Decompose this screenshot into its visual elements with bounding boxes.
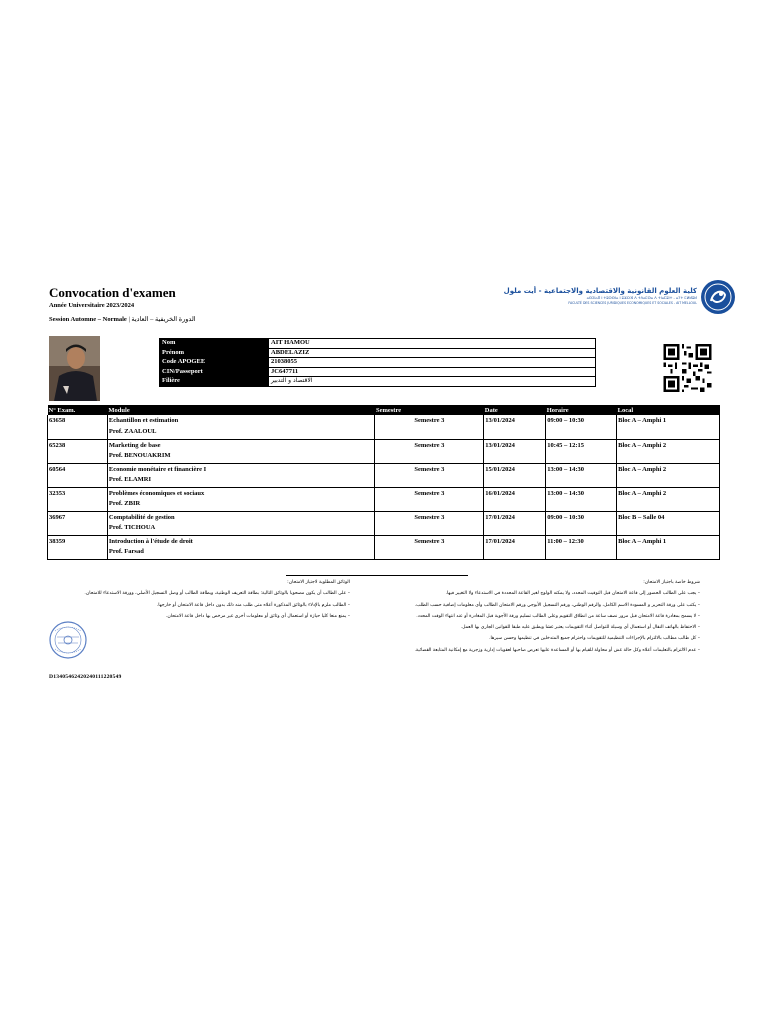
- exam-module: [107, 535, 375, 559]
- exam-horaire: 10:45 – 12:15: [546, 439, 617, 463]
- exam-horaire: 09:00 – 10:30: [546, 511, 617, 535]
- exam-local: Bloc B – Salle 04: [617, 511, 720, 535]
- exam-horaire: 11:00 – 12:30: [546, 535, 617, 559]
- qr-code-icon: [662, 344, 713, 392]
- exam-module: [107, 511, 375, 535]
- module-prof: Prof. TICHOUA: [108, 524, 156, 531]
- exam-num: 38359: [48, 535, 108, 559]
- notes-line: الوثائق المطلوبة لاجتياز الامتحان:: [287, 580, 350, 585]
- module-prof: Prof. Farsad: [108, 548, 144, 555]
- exam-date: 17/01/2024: [484, 511, 546, 535]
- col-header-module: Module: [107, 405, 375, 415]
- exam-date: 16/01/2024: [484, 487, 546, 511]
- info-value: الاقتصاد و التدبير: [269, 377, 596, 387]
- faculty-name-arabic: كلية العلوم القانونية والاقتصادية والاجتماعية - أيت ملول: [503, 287, 697, 295]
- exam-semestre: Semestre 3: [375, 415, 484, 439]
- session-separator: |: [128, 316, 130, 323]
- exam-date: 17/01/2024: [484, 535, 546, 559]
- document-code: D13405462420240111220549: [49, 674, 122, 680]
- info-label: Nom: [160, 339, 269, 349]
- separator-line: [286, 575, 468, 576]
- exam-local: Bloc A – Amphi 2: [617, 487, 720, 511]
- notes-line: – الطالب ملزم بالإدلاء بالوثائق المذكورة أعلاه متى طلب منه ذلك بدون داخل قاعة الامتحان أو خارجها.: [156, 602, 350, 608]
- student-photo: [49, 336, 100, 401]
- student-info-table: [159, 338, 596, 387]
- info-label: Prénom: [160, 348, 269, 358]
- exam-semestre: Semestre 3: [375, 439, 484, 463]
- exam-semestre: Semestre 3: [375, 487, 484, 511]
- notes-line: – كل طالب مطالب بالالتزام بالإجراءات التنظيمية للتقويمات واحترام جميع المتدخلين في تنظيمها وحسن سيرها.: [489, 636, 700, 642]
- module-prof: Prof. ELAMRI: [108, 476, 152, 483]
- module-name: Comptabilité de gestion: [108, 513, 175, 521]
- required-documents-notes: [84, 577, 350, 622]
- info-row-nom: [160, 339, 596, 349]
- exam-num: 32353: [48, 487, 108, 511]
- table-row: [48, 439, 720, 463]
- table-row: [48, 487, 720, 511]
- exam-local: Bloc A – Amphi 1: [617, 535, 720, 559]
- faculty-name-french: FACULTÉ DES SCIENCES JURIDIQUES ECONOMIQUES ET SOCIALES - AIT MELLOUL: [568, 301, 697, 305]
- exam-module: [107, 463, 375, 487]
- faculty-logo-text: [503, 287, 697, 305]
- table-row: [48, 535, 720, 559]
- exam-schedule-table: [47, 405, 720, 560]
- exam-horaire: 13:00 – 14:30: [546, 487, 617, 511]
- exam-horaire: 09:00 – 10:30: [546, 415, 617, 439]
- info-value: 21038055: [269, 358, 596, 368]
- info-row-cin: [160, 367, 596, 377]
- session-arabic: الدورة الخريفية – العادية: [131, 316, 196, 323]
- faculty-logo-icon: [700, 279, 736, 315]
- module-name: Economie monétaire et financière I: [108, 465, 207, 473]
- col-header-date: Date: [484, 405, 546, 415]
- notes-line: – لا يسمح بمغادرة قاعة الامتحان قبل مرور نصف ساعة من انطلاق التقويم وعلى الطالب تسليم ورقة الأجوبة قبل المغادرة أو عند انتهاء الوقت المحدد.: [416, 613, 700, 619]
- table-row: [48, 463, 720, 487]
- exam-num: 65238: [48, 439, 108, 463]
- notes-line: – عدم الالتزام بالتعليمات أعلاه وكل حالة غش أو محاولة للقيام بها أو المساعدة عليها تعرض صاحبها لعقوبات إدارية وزجرية مع إمكانية المتابعة القضائية.: [414, 647, 700, 653]
- faculty-name-amazigh: ⴰⵙⵉⵏⴰⴳ ⵏ ⵜⵓⵙⵙⵏⴰ ⵏ ⵓⵣⵔⴼ ⴷ ⵜⴷⴰⵎⵙⴰ ⴷ ⵜⵏⴰⵎⵓⵏⵜ - ⴰⵢⵜ ⵎⵍⵍⵓⵍ: [586, 296, 697, 300]
- info-label: Code APOGEE: [160, 358, 269, 368]
- info-value: ABDELAZIZ: [269, 348, 596, 358]
- notes-line: – يمنع منعا كليا حيازة أو استعمال أي وثائق أو معلومات أخرى غير مرخص بها داخل قاعة الامتحان.: [165, 613, 350, 619]
- info-row-apogee: [160, 358, 596, 368]
- exam-conditions-notes: [390, 577, 700, 656]
- exam-date: 15/01/2024: [484, 463, 546, 487]
- document-title: Convocation d'examen: [49, 285, 176, 300]
- notes-line: – يجب على الطالب الحضور إلى قاعة الامتحان قبل التوقيت المحدد، ولا يمكنه الولوج لغير القاعة المحددة في الاستدعاء ولا التغيير فيها.: [445, 591, 700, 597]
- notes-line: – الاحتفاظ بالهاتف النقال أو استعمال أي وسيلة للتواصل أثناء التقويمات يعتبر غشا ويطبق عليه طبقا للقوانين الجاري بها العمل.: [460, 625, 700, 631]
- col-header-horaire: Horaire: [546, 405, 617, 415]
- exam-local: Bloc A – Amphi 2: [617, 463, 720, 487]
- module-name: Echantillon et estimation: [108, 417, 179, 424]
- col-header-local: Local: [617, 405, 720, 415]
- info-row-prenom: [160, 348, 596, 358]
- exam-num: 60564: [48, 463, 108, 487]
- exam-semestre: Semestre 3: [375, 463, 484, 487]
- module-prof: Prof. ZAALOUL: [108, 427, 157, 435]
- exam-module: [107, 415, 375, 439]
- table-row: [48, 511, 720, 535]
- module-name: Introduction à l'étude de droit: [108, 537, 193, 545]
- table-row: [48, 415, 720, 439]
- info-value: AIT HAMOU: [269, 339, 596, 349]
- info-label: Filière: [160, 377, 269, 387]
- exam-horaire: 13:00 – 14:30: [546, 463, 617, 487]
- exam-module: [107, 439, 375, 463]
- session-line: [49, 315, 196, 323]
- session-label: Session Automne – Normale: [49, 316, 127, 323]
- exam-semestre: Semestre 3: [375, 535, 484, 559]
- official-stamp-icon: [49, 621, 87, 659]
- module-prof: Prof. ZBIR: [108, 500, 141, 507]
- module-name: Problèmes économiques et sociaux: [108, 489, 205, 497]
- notes-line: شروط خاصة باجتياز الامتحان:: [643, 580, 700, 585]
- notes-line: – يكتب على ورقة التحرير و المسودة الاسم الكامل، والرقم الوطني، ورقم التسجيل الأبوجي ورقم الامتحان الطالب وأي معلومات إضافية حسب الطلب.: [414, 602, 700, 608]
- col-header-num: N° Exam.: [48, 405, 108, 415]
- module-prof: Prof. BENOUAKRIM: [108, 452, 171, 459]
- info-label: CIN/Passeport: [160, 367, 269, 377]
- exam-local: Bloc A – Amphi 2: [617, 439, 720, 463]
- exam-date: 13/01/2024: [484, 439, 546, 463]
- exam-num: 36967: [48, 511, 108, 535]
- exam-local: Bloc A – Amphi 1: [617, 415, 720, 439]
- module-name: Marketing de base: [108, 441, 161, 449]
- col-header-semestre: Semestre: [375, 405, 484, 415]
- exam-date: 13/01/2024: [484, 415, 546, 439]
- info-value: JC647711: [269, 367, 596, 377]
- exam-module: [107, 487, 375, 511]
- notes-line: – على الطالب أن يكون مصحوبا بالوثائق التالية: بطاقة التعريف الوطنية، وبطاقة الطالب أو وصل التسجيل الأصلي، وورقة الاستدعاء للامتحان.: [84, 591, 350, 597]
- academic-year: Année Universitaire 2023/2024: [49, 302, 135, 309]
- exam-semestre: Semestre 3: [375, 511, 484, 535]
- exam-header-row: [48, 405, 720, 415]
- exam-num: 63658: [48, 415, 108, 439]
- info-row-filiere: [160, 377, 596, 387]
